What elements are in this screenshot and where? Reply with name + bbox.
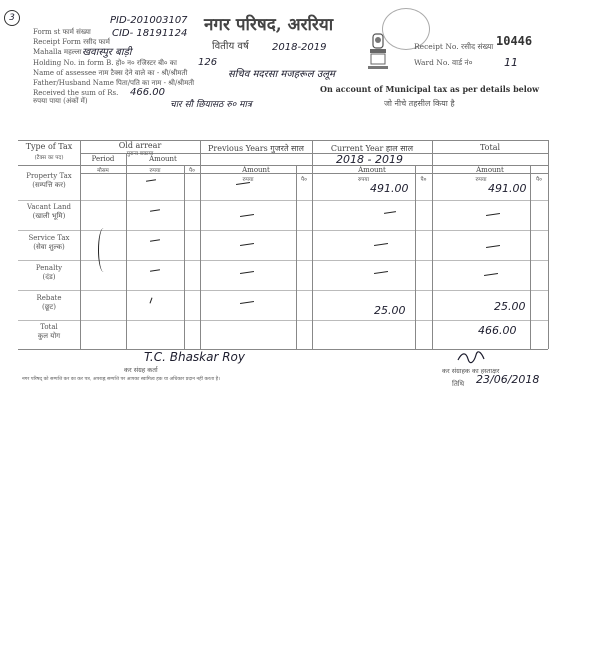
season-sub: मौसम [97, 168, 109, 174]
old-rupees-sub: रुपया [149, 168, 161, 174]
fy-label: वितीय वर्ष [212, 41, 249, 52]
cid-value: CID- 18191124 [112, 28, 188, 39]
cashier-label: कर संग्रह कर्ता [124, 366, 158, 374]
on-account-hindi: जो नीचे तहसील किया है [384, 99, 455, 108]
col-type-of-tax: Type of Tax [25, 142, 73, 151]
receipt-no-label: Receipt No. रसीद संख्या [414, 42, 494, 51]
total-amount-header: Amount [476, 166, 504, 174]
property-total-value: 491.00 [488, 182, 527, 195]
received-value: 466.00 [130, 87, 165, 98]
holding-value: 126 [198, 57, 218, 68]
date-value: 23/06/2018 [476, 373, 540, 386]
rebate-current-value: 25.00 [374, 304, 406, 317]
pid-value: PID-201003107 [110, 15, 188, 26]
col-old-arrear: Old arrear [118, 141, 162, 150]
current-year-value: 2018 - 2019 [336, 153, 403, 166]
assessee-value: सचिव मदरसा मजहरूल उलूम [228, 69, 336, 80]
prev-amount-header: Amount [242, 166, 270, 174]
col-old-arrear-hindi: पुराना बकाया [126, 151, 154, 157]
mahalla-label: Mahalla महल्ला [33, 48, 82, 56]
receipt-form-label: Receipt Form रसीद फार्म [33, 38, 110, 46]
col-total: Total [479, 143, 501, 152]
date-label: तिथि [452, 380, 465, 388]
ward-label: Ward No. वार्ड नं० [414, 58, 473, 67]
cashier-signature: T.C. Bhaskar Roy [144, 350, 246, 364]
receipt-no-value: 10446 [496, 34, 533, 48]
on-account-text: On account of Municipal tax as per details below [320, 84, 540, 94]
total-paise-sub: पै० [536, 177, 542, 183]
row-vacant-land: Vacant Land (खाली भूमि) [26, 203, 72, 220]
prev-paise-sub: पै० [301, 177, 307, 183]
amount-in-words: चार सौ छियासठ रु० मात्र [170, 100, 252, 110]
rebate-total-value: 25.00 [494, 300, 526, 313]
ward-value: 11 [504, 56, 518, 69]
total-rupees-sub: रुपया [475, 177, 487, 183]
old-amount-header: Amount [149, 155, 177, 163]
received-label: Received the sum of Rs. रुपया पाया (अंकों में) [33, 89, 119, 105]
holding-label: Holding No. in form B. हो० न० रजिस्टर बी० का [33, 59, 177, 67]
row-penalty: Penalty (दंड) [35, 264, 63, 281]
form-no-label: Form st फार्म संख्या [33, 28, 91, 36]
col-type-of-tax-hindi: (टैक्स का पद) [34, 155, 64, 161]
father-label: Father/Husband Name पिता/पति का नाम - श्री/श्रीमती [33, 79, 195, 87]
old-paise-sub: पै० [189, 168, 195, 174]
collector-label: कर संग्राहक का हस्ताक्षर [442, 367, 500, 375]
col-previous-years: Previous Years गुजरते साल [208, 144, 304, 153]
property-current-value: 491.00 [370, 182, 409, 195]
mahalla-value: खवास्पुर बाड़ी [82, 47, 132, 58]
row-service-tax: Service Tax (सेवा शुल्क) [28, 234, 70, 251]
collector-signature-icon [456, 350, 486, 364]
prev-rupees-sub: रुपया [242, 177, 254, 183]
row-rebate: Rebate (छूट) [36, 294, 62, 311]
row-total: Total कुल योग [37, 323, 61, 340]
fy-value: 2018-2019 [272, 42, 327, 53]
row-property-tax: Property Tax (सम्पत्ति कर) [26, 172, 72, 189]
period-header: Period [91, 155, 115, 163]
current-paise-sub: पै० [420, 177, 427, 183]
col-current-year: Current Year हाल साल [330, 144, 414, 153]
footer-note: नगर परिषद् को सम्पत्ति कर का कर पत्र, अपराह्न सम्पत्ति पर आपका स्वामित्व हक या अधिकार प्रदान नहीं करता है। [22, 377, 220, 382]
current-amount-header: Amount [358, 166, 386, 174]
council-title: नगर परिषद, अररिया [204, 15, 334, 35]
margin-circle-mark: 3 [4, 10, 20, 26]
assessee-label: Name of assessee नाम टैक्स देने वाले का - श्री/श्रीमती [33, 69, 188, 77]
current-rupees-sub: रुपया [357, 177, 370, 183]
grand-total-value: 466.00 [478, 324, 517, 337]
